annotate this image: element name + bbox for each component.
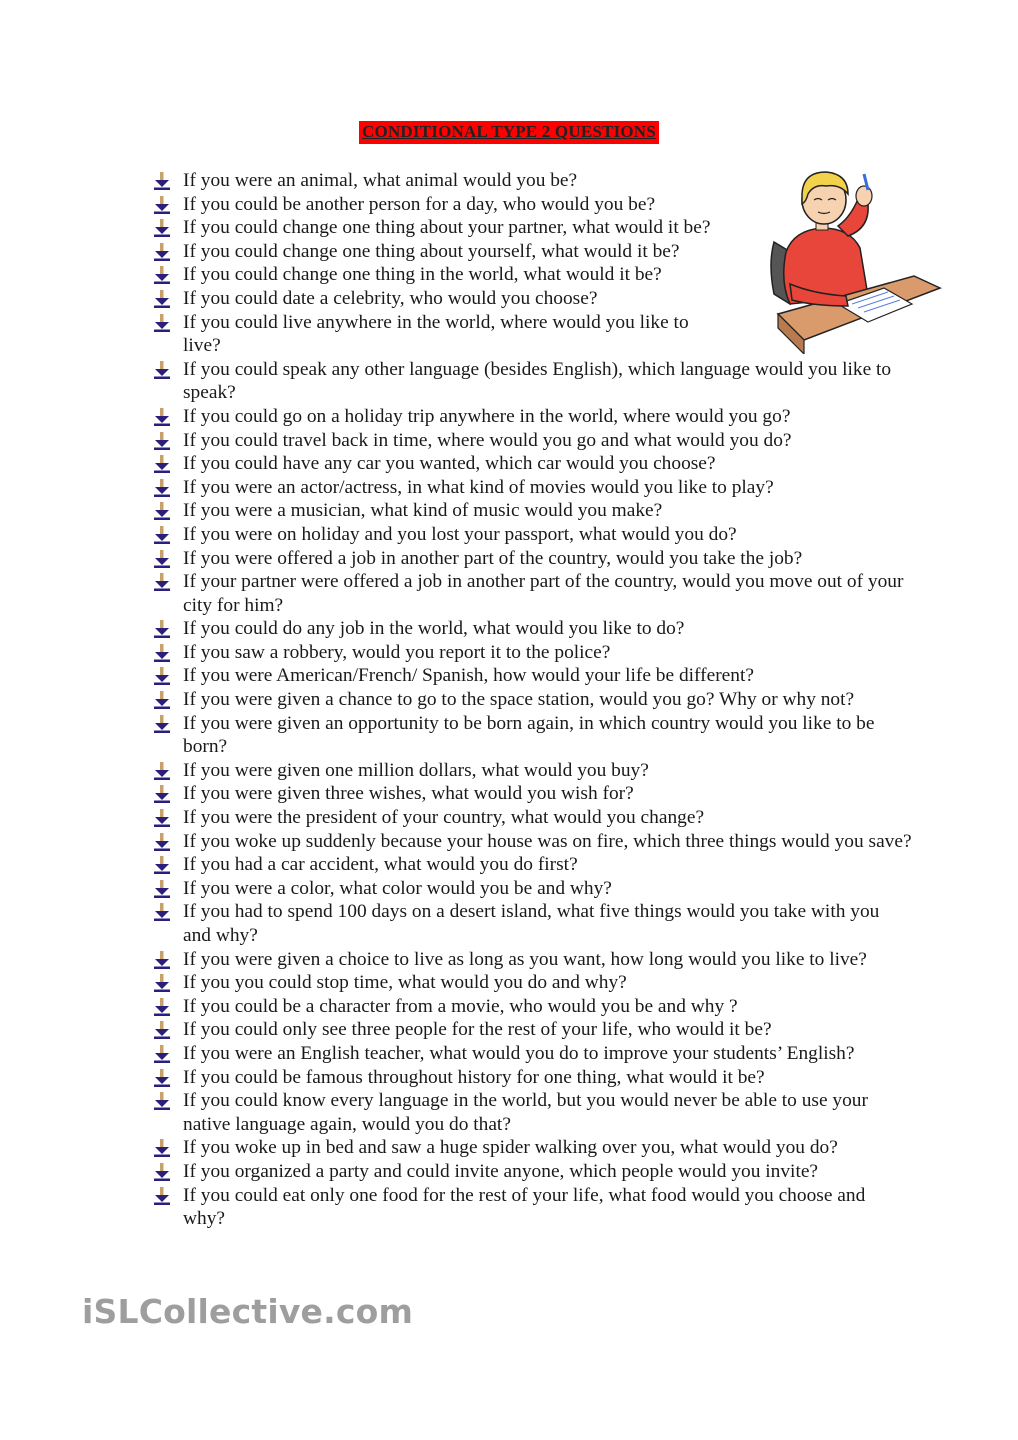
question-item bbox=[152, 688, 912, 712]
arrow-down-bullet-icon bbox=[152, 667, 172, 685]
arrow-down-bullet-icon bbox=[152, 290, 172, 308]
question-text: If you could only see three people for the rest of your life, who would it be? bbox=[183, 1019, 772, 1041]
arrow-down-bullet-icon bbox=[152, 479, 172, 497]
question-text: If you had a car accident, what would you do first? bbox=[183, 854, 578, 876]
question-text: If you were a color, what color would you be and why? bbox=[183, 877, 612, 899]
arrow-down-bullet-icon bbox=[152, 243, 172, 261]
arrow-down-bullet-icon bbox=[152, 550, 172, 568]
question-item bbox=[152, 216, 912, 240]
question-text: If you could travel back in time, where would you go and what would you do? bbox=[183, 429, 792, 451]
question-text: If you were a musician, what kind of music would you make? bbox=[183, 500, 663, 522]
arrow-down-bullet-icon bbox=[152, 1045, 172, 1063]
question-text: If you were American/French/ Spanish, how would your life be different? bbox=[183, 665, 754, 687]
question-item bbox=[152, 1018, 912, 1042]
question-item bbox=[152, 1089, 912, 1136]
arrow-down-bullet-icon bbox=[152, 833, 172, 851]
question-text: If you were given three wishes, what would you wish for? bbox=[183, 783, 634, 805]
arrow-down-bullet-icon bbox=[152, 1187, 172, 1205]
question-text: If you saw a robbery, would you report it to the police? bbox=[183, 641, 611, 663]
arrow-down-bullet-icon bbox=[152, 903, 172, 921]
question-text: If you could be a character from a movie, who would you be and why ? bbox=[183, 995, 738, 1017]
arrow-down-bullet-icon bbox=[152, 644, 172, 662]
arrow-down-bullet-icon bbox=[152, 1021, 172, 1039]
question-item bbox=[152, 547, 912, 571]
arrow-down-bullet-icon bbox=[152, 998, 172, 1016]
arrow-down-bullet-icon bbox=[152, 219, 172, 237]
question-item bbox=[152, 405, 912, 429]
arrow-down-bullet-icon bbox=[152, 715, 172, 733]
question-text: If you were an English teacher, what would you do to improve your students’ English? bbox=[183, 1042, 855, 1064]
question-item bbox=[152, 806, 912, 830]
question-item bbox=[152, 1136, 912, 1160]
arrow-down-bullet-icon bbox=[152, 196, 172, 214]
question-text: If you woke up suddenly because your house was on fire, which three things would you save? bbox=[183, 830, 912, 852]
question-item bbox=[152, 830, 912, 854]
question-text: If you were on holiday and you lost your passport, what would you do? bbox=[183, 523, 737, 545]
arrow-down-bullet-icon bbox=[152, 1069, 172, 1087]
question-item bbox=[152, 240, 912, 264]
question-item bbox=[152, 523, 912, 547]
question-text: If you organized a party and could invite anyone, which people would you invite? bbox=[183, 1160, 819, 1182]
question-item bbox=[152, 664, 912, 688]
question-item bbox=[152, 995, 912, 1019]
question-text: If you woke up in bed and saw a huge spider walking over you, what would you do? bbox=[183, 1137, 838, 1159]
question-text: If you could live anywhere in the world, where would you like to live? bbox=[183, 311, 689, 357]
question-item bbox=[152, 193, 912, 217]
arrow-down-bullet-icon bbox=[152, 620, 172, 638]
question-text: If you were given one million dollars, what would you buy? bbox=[183, 759, 649, 781]
question-text: If you could eat only one food for the rest of your life, what food would you choose and why? bbox=[183, 1184, 866, 1230]
question-text: If you could date a celebrity, who would you choose? bbox=[183, 287, 598, 309]
arrow-down-bullet-icon bbox=[152, 809, 172, 827]
question-item bbox=[152, 287, 912, 311]
question-text: If you could speak any other language (besides English), which language would you like to speak? bbox=[183, 358, 892, 404]
arrow-down-bullet-icon bbox=[152, 974, 172, 992]
question-item bbox=[152, 1042, 912, 1066]
question-item bbox=[152, 476, 912, 500]
question-item bbox=[152, 358, 912, 405]
question-item bbox=[152, 570, 912, 617]
question-text: If you you could stop time, what would you do and why? bbox=[183, 972, 627, 994]
arrow-down-bullet-icon bbox=[152, 314, 172, 332]
question-item bbox=[152, 1160, 912, 1184]
question-item bbox=[152, 948, 912, 972]
question-text: If you could change one thing about your partner, what would it be? bbox=[183, 217, 711, 239]
question-item bbox=[152, 311, 728, 358]
arrow-down-bullet-icon bbox=[152, 785, 172, 803]
question-text: If you could have any car you wanted, which car would you choose? bbox=[183, 453, 716, 475]
question-text: If you could know every language in the world, but you would never be able to use your native language again, would you do that? bbox=[183, 1090, 868, 1135]
arrow-down-bullet-icon bbox=[152, 172, 172, 190]
question-text: If you could go on a holiday trip anywhere in the world, where would you go? bbox=[183, 405, 791, 427]
arrow-down-bullet-icon bbox=[152, 691, 172, 709]
question-item bbox=[152, 971, 912, 995]
question-item bbox=[152, 759, 912, 783]
question-text: If you were the president of your country, what would you change? bbox=[183, 807, 705, 829]
question-text: If your partner were offered a job in another part of the country, would you move out of your city for him? bbox=[183, 571, 904, 616]
question-text: If you could change one thing about yourself, what would it be? bbox=[183, 240, 680, 262]
page-title: CONDITIONAL TYPE 2 QUESTIONS bbox=[359, 121, 659, 144]
arrow-down-bullet-icon bbox=[152, 266, 172, 284]
arrow-down-bullet-icon bbox=[152, 1092, 172, 1110]
question-text: If you could do any job in the world, what would you like to do? bbox=[183, 618, 685, 640]
question-item bbox=[152, 169, 912, 193]
arrow-down-bullet-icon bbox=[152, 856, 172, 874]
arrow-down-bullet-icon bbox=[152, 951, 172, 969]
question-item bbox=[152, 712, 912, 759]
arrow-down-bullet-icon bbox=[152, 361, 172, 379]
question-item bbox=[152, 782, 912, 806]
question-item bbox=[152, 853, 912, 877]
arrow-down-bullet-icon bbox=[152, 526, 172, 544]
question-text: If you had to spend 100 days on a desert island, what five things would you take with you and why? bbox=[183, 901, 880, 946]
question-text: If you could change one thing in the world, what would it be? bbox=[183, 264, 662, 286]
question-item bbox=[152, 1184, 912, 1231]
question-item bbox=[152, 499, 912, 523]
question-item bbox=[152, 452, 912, 476]
arrow-down-bullet-icon bbox=[152, 1163, 172, 1181]
arrow-down-bullet-icon bbox=[152, 573, 172, 591]
question-item bbox=[152, 263, 912, 287]
question-text: If you could be another person for a day, who would you be? bbox=[183, 193, 656, 215]
arrow-down-bullet-icon bbox=[152, 1139, 172, 1157]
question-item bbox=[152, 617, 912, 641]
question-text: If you were given a chance to go to the space station, would you go? Why or why not? bbox=[183, 689, 855, 711]
question-item bbox=[152, 900, 912, 947]
arrow-down-bullet-icon bbox=[152, 432, 172, 450]
arrow-down-bullet-icon bbox=[152, 455, 172, 473]
arrow-down-bullet-icon bbox=[152, 408, 172, 426]
arrow-down-bullet-icon bbox=[152, 880, 172, 898]
question-item bbox=[152, 429, 912, 453]
question-item bbox=[152, 877, 912, 901]
question-list bbox=[152, 169, 912, 1231]
question-item bbox=[152, 641, 912, 665]
question-text: If you were an actor/actress, in what kind of movies would you like to play? bbox=[183, 476, 774, 498]
question-text: If you were given a choice to live as long as you want, how long would you like to live? bbox=[183, 948, 867, 970]
arrow-down-bullet-icon bbox=[152, 762, 172, 780]
question-item bbox=[152, 1066, 912, 1090]
question-text: If you could be famous throughout history for one thing, what would it be? bbox=[183, 1066, 765, 1088]
question-text: If you were given an opportunity to be born again, in which country would you like to be born? bbox=[183, 712, 875, 758]
site-logo: iSLCollective.com bbox=[82, 1292, 414, 1331]
title-container bbox=[0, 121, 1018, 144]
question-text: If you were an animal, what animal would you be? bbox=[183, 170, 578, 191]
arrow-down-bullet-icon bbox=[152, 502, 172, 520]
question-text: If you were offered a job in another part of the country, would you take the job? bbox=[183, 547, 803, 569]
